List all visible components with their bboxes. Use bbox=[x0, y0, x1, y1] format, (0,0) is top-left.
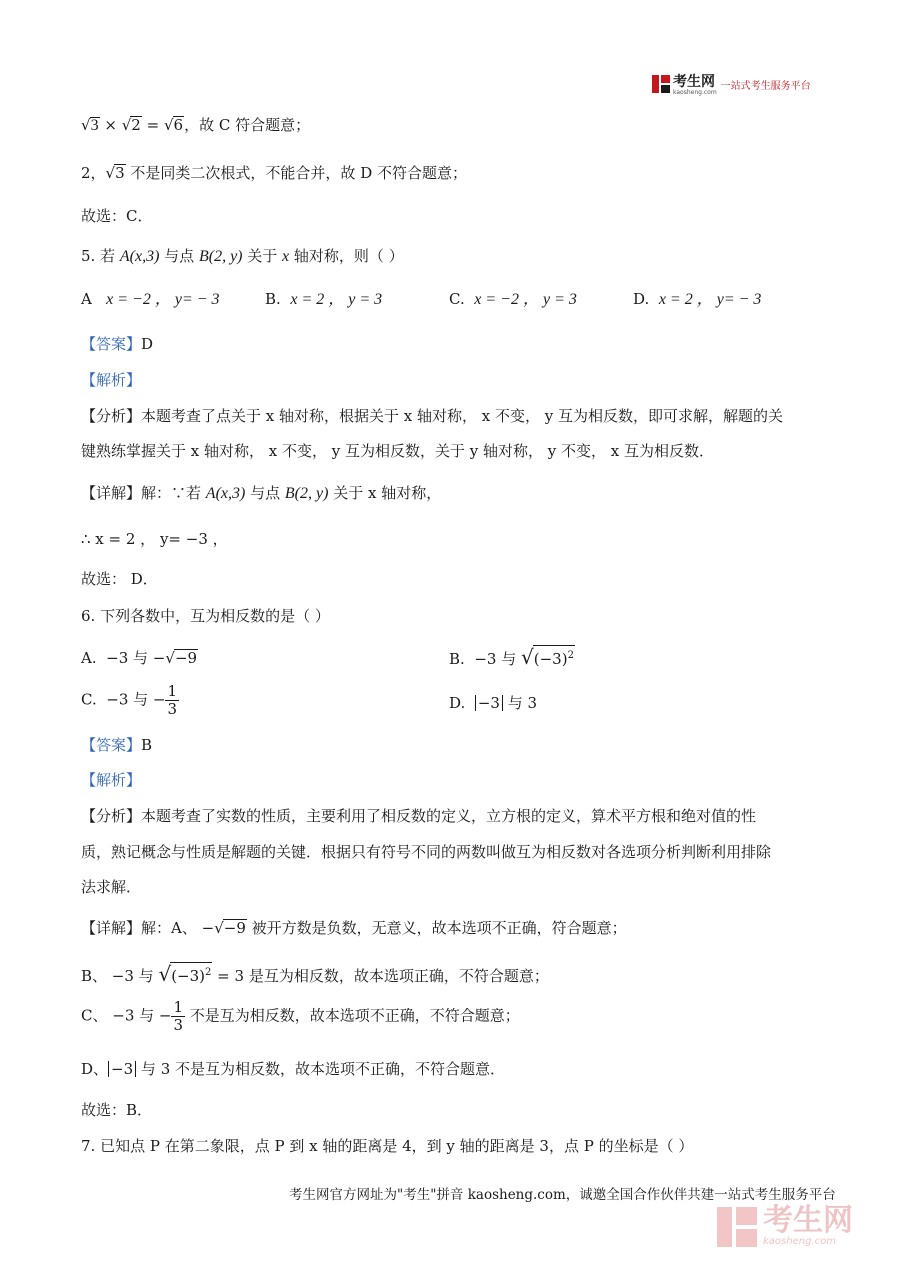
header-logo bbox=[652, 73, 811, 95]
q5-option-d: D. x = 2 ， y= − 3 bbox=[633, 290, 762, 308]
q6-analysis-1: 【分析】本题考查了实数的性质，主要利用了相反数的定义，立方根的定义，算术平方根和绝对值的性 bbox=[81, 807, 757, 825]
q5-option-c: C. x = −2 ， y = 3 bbox=[449, 290, 577, 308]
watermark bbox=[717, 1203, 853, 1247]
q5-detail: 【详解】解：∵若 A(x,3) 与点 B(2, y) 关于 x 轴对称， bbox=[81, 484, 442, 502]
logo-name: 考生网 bbox=[673, 74, 715, 90]
line-sqrt-product: √3 × √2 = √6，故 C 符合题意； bbox=[81, 116, 311, 134]
answer-choice-line: 故选：C． bbox=[81, 207, 153, 225]
q5-analysis-2: 键熟练掌握关于 x 轴对称， x 不变， y 互为相反数，关于 y 轴对称， y 不变， x 互为相反数． bbox=[81, 442, 715, 460]
q5-answer: 【答案】D bbox=[81, 335, 154, 353]
question-6: 6. 下列各数中，互为相反数的是（ ） bbox=[81, 607, 330, 625]
q6-analysis-3: 法求解． bbox=[81, 878, 142, 896]
question-5: 5. 若 A(x,3) 与点 B(2, y) 关于 x 轴对称，则（ ） bbox=[81, 247, 404, 265]
watermark-domain: kaosheng.com bbox=[763, 1236, 836, 1247]
q6-choice: 故选：B． bbox=[81, 1101, 153, 1119]
question-7: 7. 已知点 P 在第二象限，点 P 到 x 轴的距离是 4，到 y 轴的距离是 3，点 P 的坐标是（ ） bbox=[81, 1137, 694, 1155]
q6-detail-a: 【详解】解：A、 −√−9 被开方数是负数，无意义，故本选项不正确，符合题意； bbox=[81, 919, 627, 937]
q6-answer: 【答案】B bbox=[81, 736, 153, 754]
q6-option-b: B. −3 与 $√(-3)^2$ bbox=[449, 645, 574, 669]
kaosheng-watermark-icon bbox=[717, 1207, 757, 1247]
q5-choice: 故选： D． bbox=[81, 570, 158, 588]
q5-therefore: ∴ x = 2 ， y= −3 ， bbox=[81, 530, 228, 548]
q6-option-c: C. −3 与 − $\frac{1}{3}$ bbox=[81, 682, 178, 718]
q6-detail-d: D、 −3 与 3 不是互为相反数，故本选项不正确，不符合题意． bbox=[81, 1060, 506, 1078]
q5-option-b: B. x = 2 ， y = 3 bbox=[265, 290, 383, 308]
q6-analysis-2: 质，熟记概念与性质是解题的关键．根据只有符号不同的两数叫做互为相反数对各选项分析判断利用排除 bbox=[81, 843, 772, 861]
q5-analysis-heading: 【解析】 bbox=[81, 371, 142, 389]
q6-detail-b: B、 −3 与 $√(-3)^2 = 3$ 是互为相反数，故本选项正确，不符合题意； bbox=[81, 962, 549, 986]
q6-analysis-heading: 【解析】 bbox=[81, 771, 142, 789]
kaosheng-logo-icon bbox=[652, 75, 670, 93]
q6-option-d: D. −3 与 3 bbox=[449, 694, 538, 712]
q5-option-a: A x = −2 ， y= − 3 bbox=[81, 290, 220, 308]
line-option-d-note: 2，√3 不是同类二次根式，不能合并，故 D 不符合题意； bbox=[81, 164, 467, 182]
q6-option-a: A. −3 与 −√−9 bbox=[81, 649, 198, 667]
q6-detail-c: C、 −3 与 − $\frac{1}{3}$ 不是互为相反数，故本选项不正确，不符合题意； bbox=[81, 998, 520, 1034]
q5-analysis-1: 【分析】本题考查了点关于 x 轴对称，根据关于 x 轴对称， x 不变， y 互为相反数，即可求解，解题的关 bbox=[81, 407, 784, 425]
footer-text: 考生网官方网址为"考生"拼音 kaosheng.com，诚邀全国合作伙伴共建一站式考生服务平台 bbox=[289, 1187, 836, 1203]
logo-domain: kaosheng.com bbox=[673, 89, 717, 96]
logo-slogan: 一站式考生服务平台 bbox=[720, 80, 811, 92]
watermark-name: 考生网 bbox=[763, 1203, 853, 1238]
